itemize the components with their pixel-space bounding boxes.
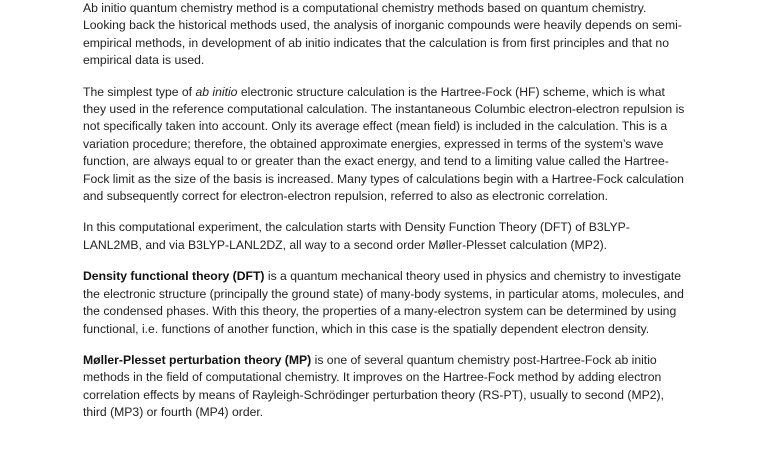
paragraph-text: Ab initio quantum chemistry method is a computational chemistry methods based on quantum chemistry. Looking back the historical methods used, the analysis of inorganic compounds were heavily depends on semi-empirical methods, in development of ab initio indicates that the calculation is from first principles and that no empirical data is used.: [83, 1, 682, 68]
document-body: [83, 0, 687, 436]
bold-term-mp: Møller-Plesset perturbation theory (MP): [83, 352, 312, 367]
bold-term-dft: Density functional theory (DFT): [83, 269, 265, 284]
paragraph-dft: [83, 268, 687, 338]
paragraph-text: is a quantum mechanical theory used in physics and chemistry to investigate the electronic structure (principally the ground state) of many-body systems, in particular atoms, molecules, and the condensed phases. With this theory, the properties of a many-electron system can be determined by using functional, i.e. functions of another function, which in this case is the spatially dependent electron density.: [83, 269, 684, 336]
paragraph-computational-experiment: [83, 219, 687, 254]
paragraph-moller-plesset: [83, 352, 687, 422]
italic-term-ab-initio: ab initio: [195, 84, 238, 99]
paragraph-ab-initio-intro: [83, 0, 687, 70]
paragraph-text-before: The simplest type of: [83, 84, 196, 99]
paragraph-text: is one of several quantum chemistry post-Hartree-Fock ab initio methods in the field of computational chemistry. It improves on the Hartree-Fock method by adding electron correlation effects by means of Rayleigh-Schrödinger perturbation theory (RS-PT), usually to second (MP2), third (MP3) or fourth (MP4) order.: [83, 352, 664, 420]
paragraph-text-after: electronic structure calculation is the Hartree-Fock (HF) scheme, which is what they used in the reference computational calculation. The instantaneous Columbic electron-electron repulsion is not specifically taken into account. Only its average effect (mean field) is included in the calculation. This is a variation procedure; therefore, the obtained approximate energies, expressed in terms of the system’s wave function, are always equal to or greater than the exact energy, and tend to a limiting value called the Hartree-Fock limit as the size of the basis is increased. Many types of calculations begin with a Hartree-Fock calculation and subsequently correct for electron-electron repulsion, referred to also as electronic correlation.: [83, 84, 685, 204]
paragraph-hartree-fock: [83, 84, 687, 206]
paragraph-text: In this computational experiment, the calculation starts with Density Function Theory (DFT) of B3LYP-LANL2MB, and via B3LYP-LANL2DZ, all way to a second order Møller-Plesset calculation (MP2).: [83, 220, 630, 252]
